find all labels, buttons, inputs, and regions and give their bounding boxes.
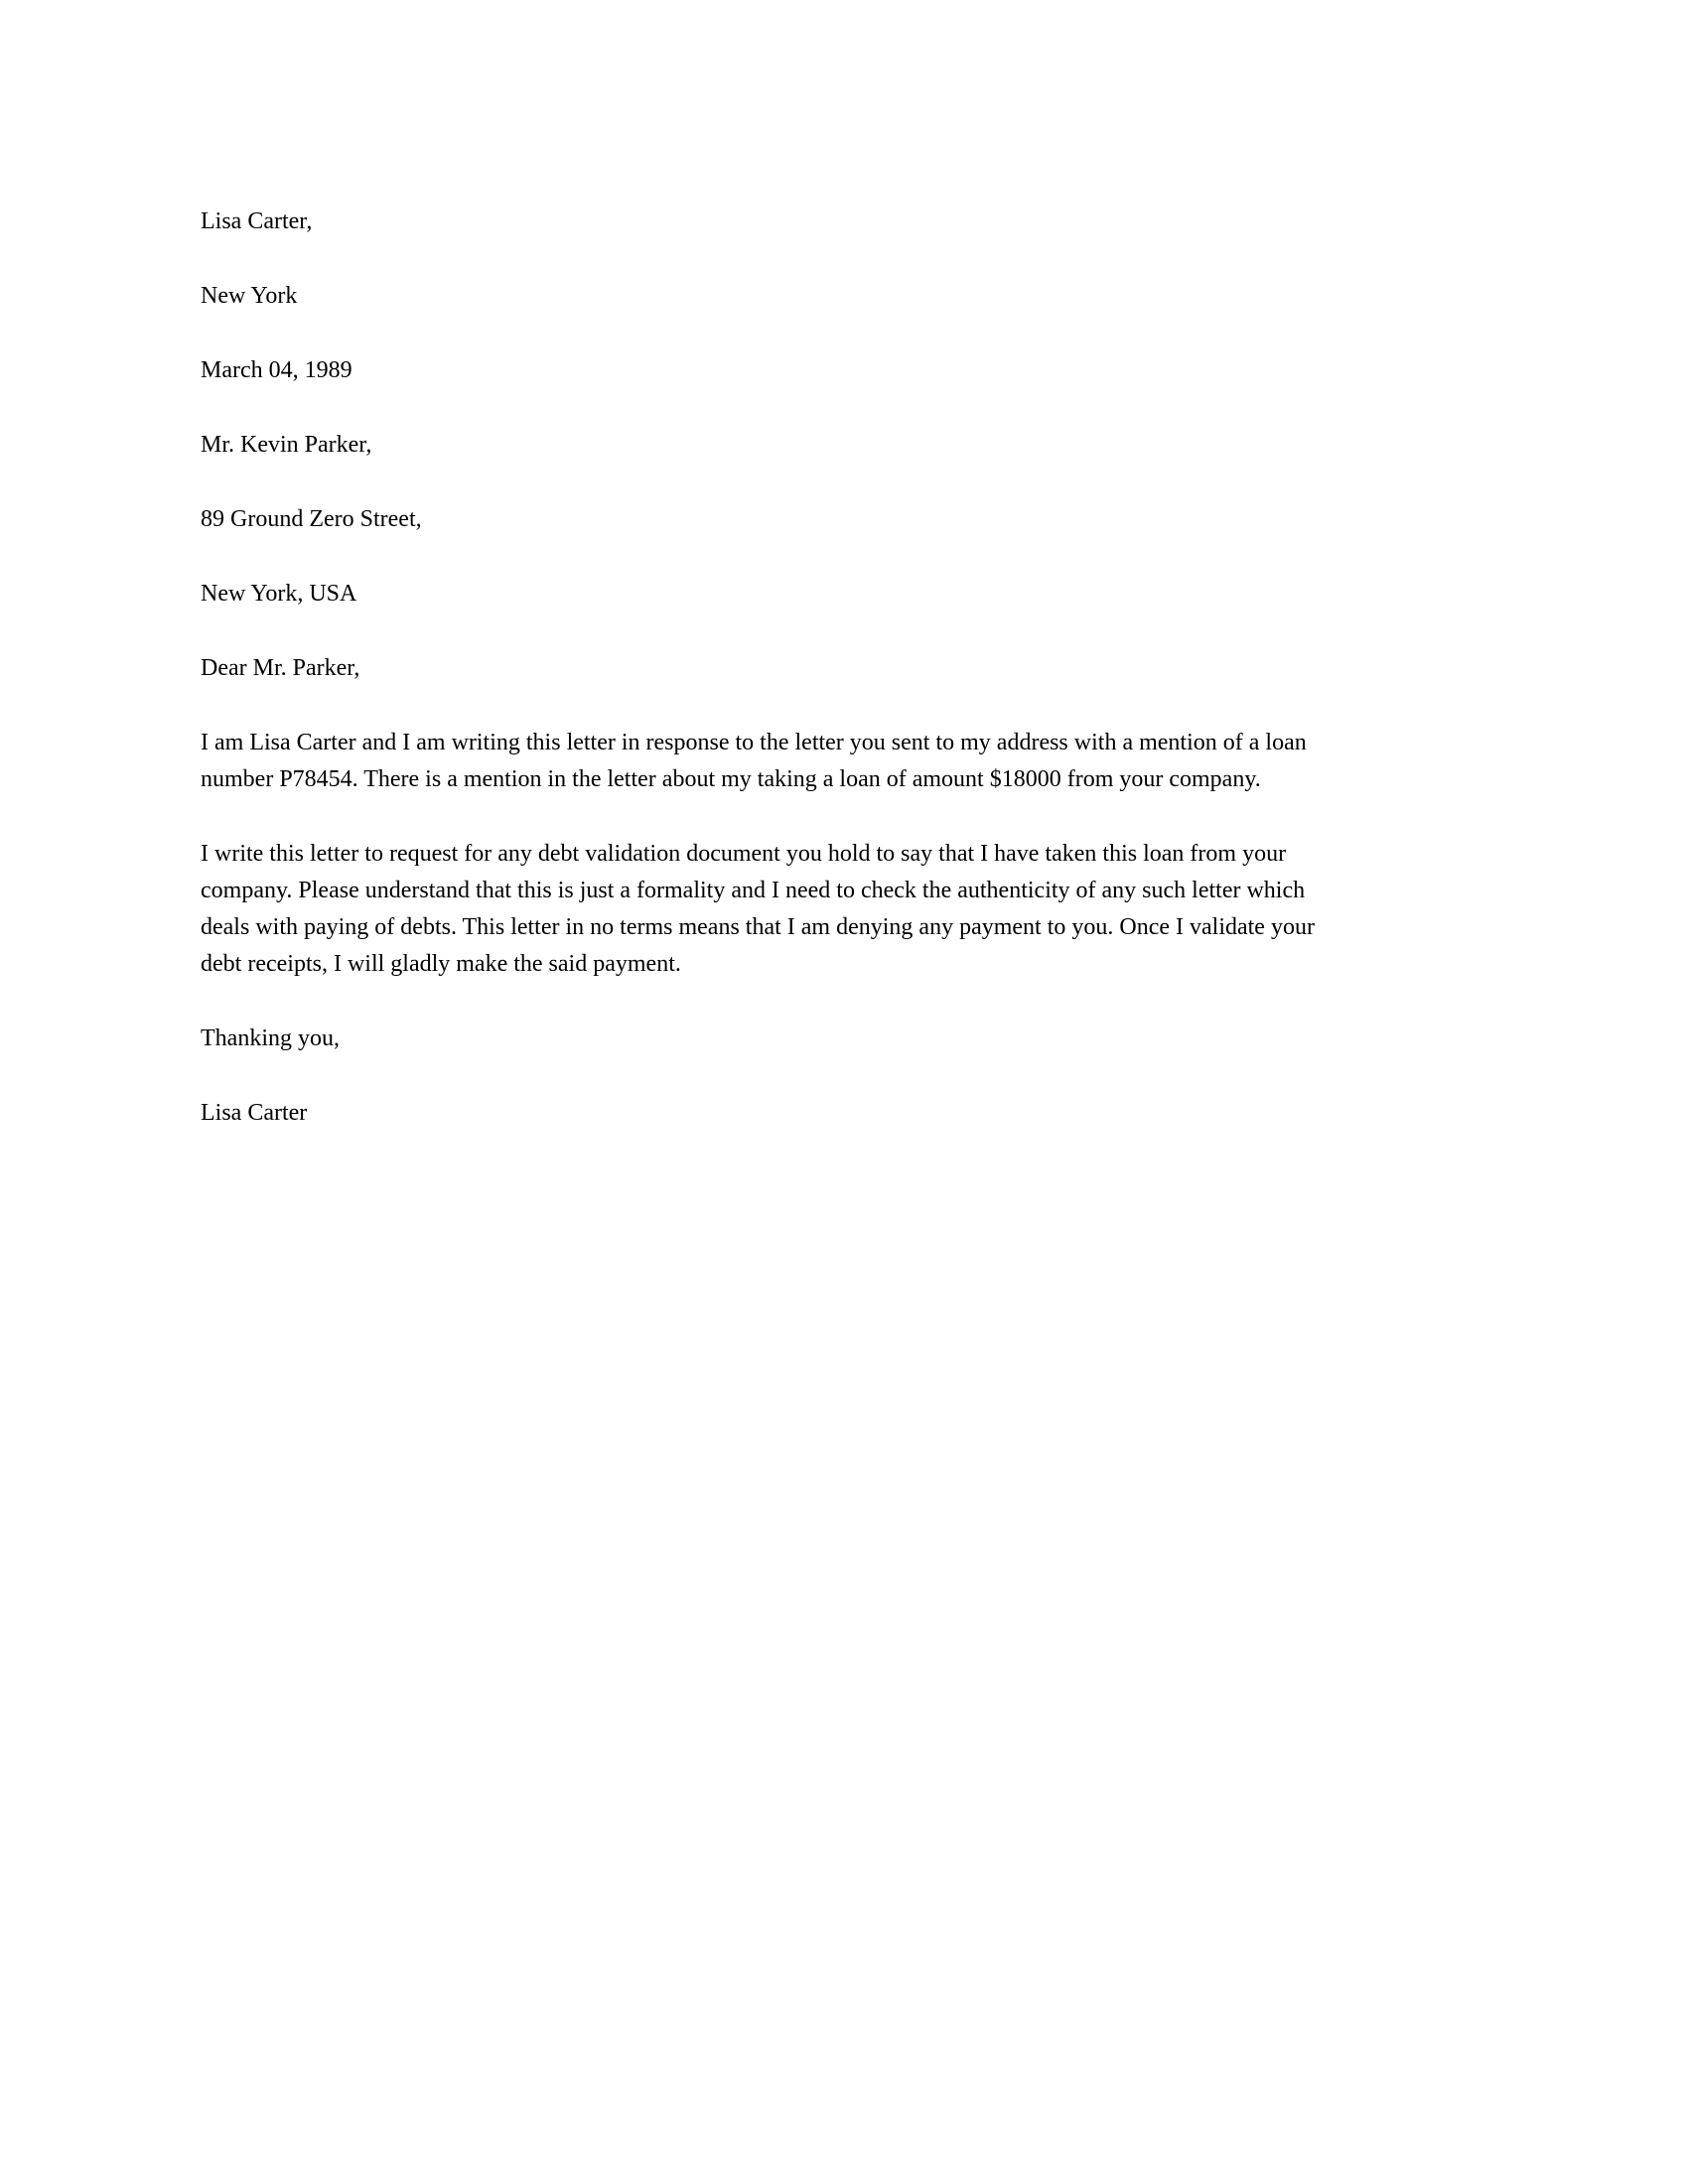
recipient-city: New York, USA	[201, 581, 357, 607]
letter-body	[201, 204, 1352, 1169]
salutation: Dear Mr. Parker,	[201, 655, 360, 681]
letter-date: March 04, 1989	[201, 357, 352, 383]
closing: Thanking you,	[201, 1025, 340, 1051]
recipient-street: 89 Ground Zero Street,	[201, 506, 422, 532]
sender-name: Lisa Carter,	[201, 208, 313, 234]
body-paragraph: I am Lisa Carter and I am writing this letter in response to the letter you sent to my address with a mention of a loan number P78454. There is a mention in the letter about my taking a loan of amount $18000 from your company.	[201, 730, 1307, 792]
sender-city: New York	[201, 283, 298, 309]
body-paragraph: I write this letter to request for any debt validation document you hold to say that I have taken this loan from your company. Please understand that this is just a formality and I need to check the authenticity of any such letter which deals with paying of debts. This letter in no terms means that I am denying any payment to you. Once I validate your debt receipts, I will gladly make the said payment.	[201, 841, 1315, 977]
signature: Lisa Carter	[201, 1100, 308, 1126]
recipient-name: Mr. Kevin Parker,	[201, 432, 372, 458]
